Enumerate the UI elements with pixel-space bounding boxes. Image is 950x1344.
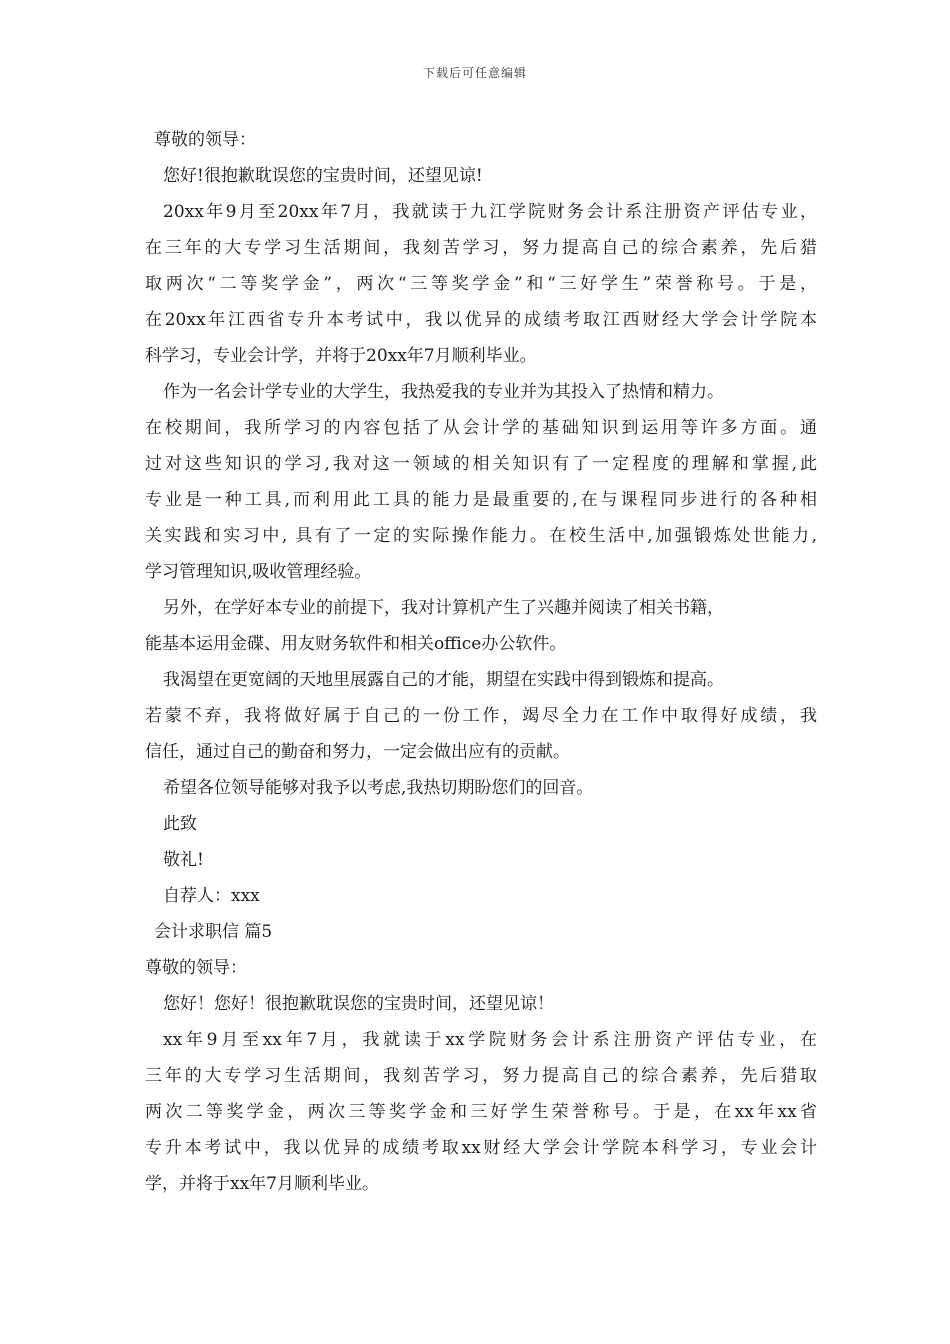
text-line: 您好!很抱歉耽误您的宝贵时间，还望见谅! xyxy=(163,166,483,186)
text-line: 会计求职信 篇5 xyxy=(154,922,273,942)
text-line: 尊敬的领导： xyxy=(145,958,247,978)
text-line: 希望各位领导能够对我予以考虑,我热切期盼您们的回音。 xyxy=(163,778,594,798)
text-line: 若蒙不弃，我将做好属于自己的一份工作，竭尽全力在工作中取得好成绩，我 xyxy=(145,706,817,726)
text-line: 20xx年9月至20xx年7月，我就读于九江学院财务会计系注册资产评估专业， xyxy=(163,202,817,222)
text-line: 在校期间，我所学习的内容包括了从会计学的基础知识到运用等许多方面。通 xyxy=(145,418,817,438)
letter-body xyxy=(145,122,817,1202)
text-line: 专业是一种工具,而利用此工具的能力是最重要的,在与课程同步进行的各种相 xyxy=(145,490,817,510)
text-line: 我渴望在更宽阔的天地里展露自己的才能，期望在实践中得到锻炼和提高。 xyxy=(163,670,724,690)
text-line: 学，并将于xx年7月顺利毕业。 xyxy=(145,1174,379,1194)
text-line: 关实践和实习中, 具有了一定的实际操作能力。在校生活中,加强锻炼处世能力, xyxy=(145,526,817,546)
text-line: 在20xx年江西省专升本考试中，我以优异的成绩考取江西财经大学会计学院本 xyxy=(145,310,817,330)
text-line: 能基本运用金碟、用友财务软件和相关office办公软件。 xyxy=(145,634,567,654)
text-line: 三年的大专学习生活期间，我刻苦学习，努力提高自己的综合素养，先后猎取 xyxy=(145,1066,817,1086)
text-line: 作为一名会计学专业的大学生，我热爱我的专业并为其投入了热情和精力。 xyxy=(163,382,724,402)
text-line: xx年9月至xx年7月，我就读于xx学院财务会计系注册资产评估专业，在 xyxy=(163,1030,817,1050)
text-line: 您好！您好！很抱歉耽误您的宝贵时间，还望见谅！ xyxy=(163,994,554,1014)
page-header: 下载后可任意编辑 xyxy=(422,66,527,80)
text-line: 信任，通过自己的勤奋和努力，一定会做出应有的贡献。 xyxy=(145,742,570,762)
text-line: 自荐人：xxx xyxy=(163,886,260,906)
text-line: 专升本考试中，我以优异的成绩考取xx财经大学会计学院本科学习，专业会计 xyxy=(145,1138,817,1158)
text-line: 另外，在学好本专业的前提下，我对计算机产生了兴趣并阅读了相关书籍， xyxy=(163,598,724,618)
text-line: 在三年的大专学习生活期间，我刻苦学习，努力提高自己的综合素养，先后猎 xyxy=(145,238,817,258)
text-line: 取两次“二等奖学金”，两次“三等奖学金”和“三好学生”荣誉称号。于是， xyxy=(145,274,817,294)
text-line: 尊敬的领导： xyxy=(154,130,256,150)
text-line: 学习管理知识,吸收管理经验。 xyxy=(145,562,372,582)
text-line: 过对这些知识的学习,我对这一领域的相关知识有了一定程度的理解和掌握,此 xyxy=(145,454,817,474)
text-line: 两次二等奖学金，两次三等奖学金和三好学生荣誉称号。于是，在xx年xx省 xyxy=(145,1102,817,1122)
text-line: 此致 xyxy=(163,814,197,834)
text-line: 敬礼! xyxy=(163,850,204,870)
text-line: 科学习，专业会计学，并将于20xx年7月顺利毕业。 xyxy=(145,346,537,366)
